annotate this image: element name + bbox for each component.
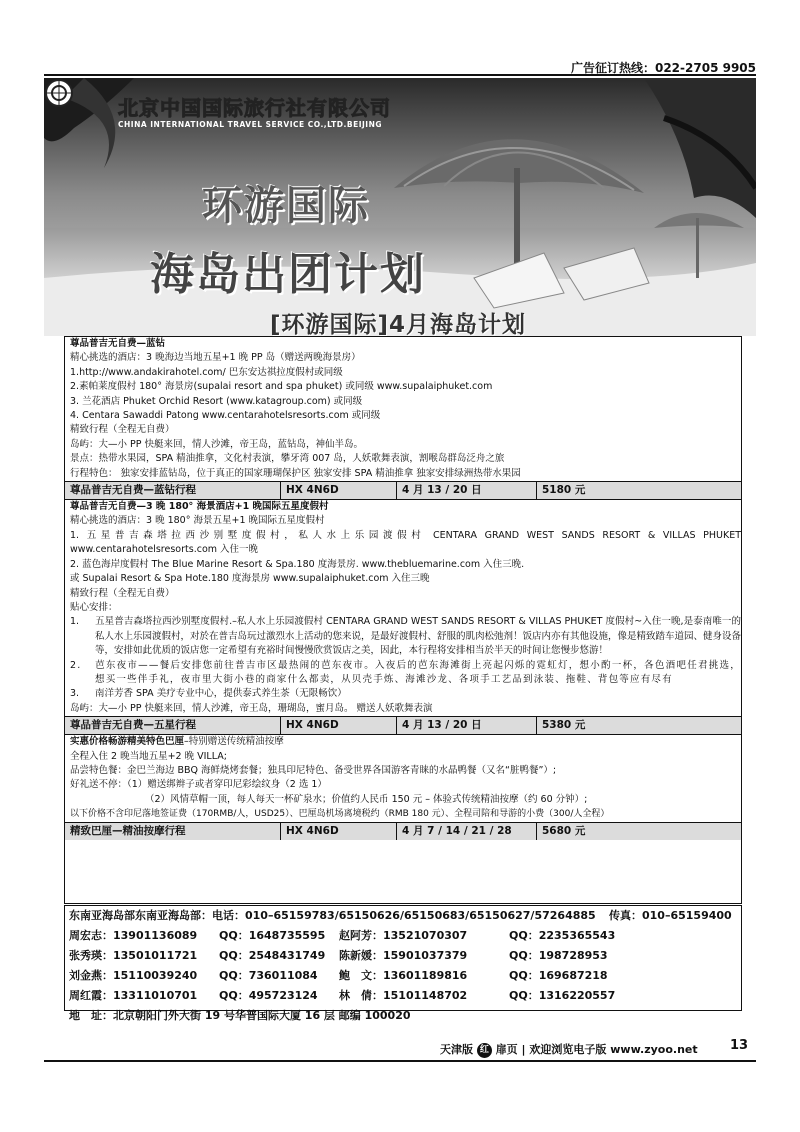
text-line: 精致行程（全程无自费）: [70, 587, 175, 599]
text-line: www.centarahotelsresorts.com 入住一晚: [70, 544, 259, 556]
contact-info: [64, 905, 742, 1022]
contact-row: [65, 966, 741, 986]
text-line: 1. 五星普吉森塔拉西沙别墅度假村，私人水上乐园渡假村 CENTARA GRAND WEST SANDS RESORT & VILLAS PHUKET: [70, 529, 741, 541]
list-number: 3.: [70, 688, 80, 700]
site-link[interactable]: www.zyoo.net: [610, 1043, 698, 1056]
address: 地 址：北京朝阳门外大街 19 号华普国际大厦 16 层 邮编 100020: [69, 1009, 411, 1022]
banner-title-2: 海岛出团计划: [150, 249, 426, 300]
section-title-suffix: –特别赠送传统精油按摩: [184, 736, 284, 748]
text-line: 品尝特色餐：金巴兰海边 BBQ 海鲜烧烤套餐；独具印尼特色、备受世界各国游客青睐的水晶鸭餐（又名“脏鸭餐”）;: [70, 764, 557, 776]
list-text: 芭东夜市——餐后安排您前往普吉市区最热闹的芭东夜市。入夜后的芭东海滩街上亮起闪烁的霓虹灯，想小酌一杯，各色酒吧任君挑选，想买一些伴手礼，夜市里大街小巷的商家什么都卖，从贝壳手炼、海滩沙龙、各项手工艺品到泳装、拖鞋、背包等应有尽有: [95, 659, 741, 685]
list-number: 2.: [70, 659, 82, 671]
text-line: 1.http://www.andakirahotel.com/ 巴东安达祺拉度假村或同级: [70, 366, 343, 378]
page-name: 扉页: [495, 1043, 518, 1056]
contact-qq: QQ：1316220557: [509, 989, 616, 1002]
text-line: 或 Supalai Resort & Spa Hote.180 度海景房 www.supalaiphuket.com 入住三晚: [70, 573, 430, 585]
contact-row: [65, 946, 741, 966]
contact-name: 赵阿芳：13521070307: [339, 929, 468, 942]
list-item: [65, 659, 741, 688]
section-bali: [65, 735, 741, 839]
text-line: 2. 蓝色海岸度假村 The Blue Marine Resort & Spa.180 度海景房. www.thebluemarine.com 入住三晚.: [70, 558, 525, 570]
price-dates: 4 月 7 / 14 / 21 / 28: [396, 823, 536, 840]
contact-name: 张秀瑛：13501011721: [69, 949, 198, 962]
text-line: （2）风情草帽一顶，每人每天一杯矿泉水；价值约人民币 150 元 – 体验式传统精油按摩（约 60 分钟）;: [145, 793, 588, 805]
cits-logo-icon: [44, 78, 74, 108]
text-line: 岛屿：大—小 PP 快艇来回，情人沙滩，帝王岛，蓝钻岛，神仙半岛。: [70, 438, 363, 450]
dept-fax: 传真：010–65159400: [609, 909, 732, 922]
text-line: 全程入住 2 晚当地五星+2 晚 VILLA;: [70, 750, 227, 762]
price-row: [65, 822, 741, 840]
section-title: 尊品普吉无自费—蓝钻: [70, 338, 166, 349]
contact-name: 林 倩：15101148702: [339, 989, 468, 1002]
price-dates: 4 月 13 / 20 日: [396, 717, 536, 734]
list-item: [65, 615, 741, 658]
contact-qq: QQ：198728953: [509, 949, 608, 962]
ad-hotline: 广告征订热线：022-2705 9905: [570, 61, 756, 75]
dept-phone: 东南亚海岛部东南亚海岛部：电话：010–65159783/65150626/65150683/65150627/57264885: [69, 909, 596, 922]
contact-qq: QQ：1648735595: [219, 929, 326, 942]
footer-separator: |: [521, 1043, 526, 1056]
price-tour-name: 精致巴厘—精油按摩行程: [70, 824, 186, 837]
text-line: 精心挑选的酒店：3 晚 180° 海景五星+1 晚国际五星度假村: [70, 515, 325, 527]
address-row: [65, 1006, 741, 1026]
welcome-text: 欢迎浏览电子版: [529, 1043, 607, 1056]
price-tour-name: 尊品普吉无自费—五星行程: [70, 719, 196, 732]
section-title-main: 实惠价格畅游精美特色巴厘: [70, 736, 185, 748]
text-line: 好礼送不停：（1）赠送绑辫子或者穿印尼彩绘纹身（2 选 1）: [70, 779, 327, 791]
price-tour-name: 尊品普吉无自费—蓝钻行程: [70, 484, 196, 497]
text-line: 行程特色： 独家安排蓝钻岛，位于真正的国家珊瑚保护区 独家安排 SPA 精油推拿 独家安排绿洲热带水果园: [70, 467, 521, 479]
text-line: 精致行程（全程无自费）: [70, 424, 175, 436]
price-amount: 5680 元: [536, 823, 612, 840]
text-line: 贴心安排：: [70, 601, 118, 613]
contact-qq: QQ：495723124: [219, 989, 318, 1002]
hong-badge-icon: 红: [477, 1043, 492, 1058]
contact-name: 周宏志：13901136089: [69, 929, 198, 942]
contact-name: 周红霞：13311010701: [69, 989, 198, 1002]
contact-qq: QQ：169687218: [509, 969, 608, 982]
section-title: 尊品普吉无自费—3 晚 180° 海景酒店+1 晚国际五星度假村: [70, 501, 329, 513]
text-line: 精心挑选的酒店：3 晚海边当地五星+1 晚 PP 岛（赠送两晚海景房）: [70, 352, 361, 364]
contact-qq: QQ：2235365543: [509, 929, 616, 942]
dept-row: [65, 906, 741, 926]
section-fivestar: [65, 500, 741, 735]
text-line: 岛屿：大—小 PP 快艇来回，情人沙滩，帝王岛，珊瑚岛，蜜月岛。 赠送人妖歌舞表演: [70, 702, 433, 714]
banner-title-1: 环游国际: [202, 183, 370, 229]
banner: [44, 78, 756, 336]
text-line: 3. 兰花酒店 Phuket Orchid Resort (www.katagroup.com) 或同级: [70, 395, 363, 407]
price-dates: 4 月 13 / 20 日: [396, 482, 536, 499]
contact-name: 陈新媛：15901037379: [339, 949, 468, 962]
price-code: HX 4N6D: [280, 482, 396, 499]
text-line: 4. Centara Sawaddi Patong www.centarahotelsresorts.com 或同级: [70, 410, 381, 422]
top-rule: [44, 74, 756, 76]
price-amount: 5180 元: [536, 482, 612, 499]
tour-plans: [64, 336, 742, 904]
text-line: 2.素帕莱度假村 180° 海景房(supalai resort and spa phuket) 或同级 www.supalaiphuket.com: [70, 381, 493, 393]
section-title: [65, 735, 741, 749]
text-line: 景点：热带水果园，SPA 精油推拿，文化村表演，攀牙湾 007 岛，人妖歌舞表演，割喉岛群岛泛舟之旅: [70, 453, 505, 465]
text-line: 以下价格不含印尼落地签证费（170RMB/人，USD25）、巴厘岛机场离境税约（RMB 180 元）、全程司陪和导游的小费（300/人全程）: [70, 809, 610, 820]
contact-qq: QQ：736011084: [219, 969, 318, 982]
price-code: HX 4N6D: [280, 717, 396, 734]
price-code: HX 4N6D: [280, 823, 396, 840]
list-item: [65, 687, 741, 701]
page-number: 13: [730, 1038, 749, 1053]
section-bluediamond: [65, 337, 741, 500]
price-amount: 5380 元: [536, 717, 612, 734]
contact-name: 鲍 文：13601189816: [339, 969, 468, 982]
list-text: 五星普吉森塔拉西沙别墅度假村.–私人水上乐园渡假村 CENTARA GRAND WEST SANDS RESORT & VILLAS PHUKET 度假村~入住一晚,是泰南唯一的私人水上乐园渡假村，对於在普吉岛玩过激烈水上活动的您来说，是最好渡假村、舒服的肌肉松弛剂！饭店内亦有其他设施，像是精致踏车道园、健身设备等，安排如此优质的饭店您一定希望有充裕时间慢慢欣赏饭店之美，因此，本行程将安排相当於半天的时间让您慢步悠游！: [95, 616, 741, 657]
company-name-cn: 北京中国国际旅行社有限公司: [118, 96, 391, 120]
page-footer: [440, 1041, 698, 1058]
banner-subtitle: [环游国际]4月海岛计划: [270, 312, 527, 336]
contact-row: [65, 926, 741, 946]
price-row: [65, 716, 741, 735]
contact-qq: QQ：2548431749: [219, 949, 326, 962]
contact-name: 刘金燕：15110039240: [69, 969, 198, 982]
bottom-rule: [44, 1060, 756, 1062]
edition-label: 天津版: [440, 1043, 473, 1056]
price-row: [65, 481, 741, 500]
list-number: 1.: [70, 616, 80, 628]
company-name-en: CHINA INTERNATIONAL TRAVEL SERVICE CO.,LTD.BEIJING: [118, 120, 383, 129]
list-text: 南洋芳香 SPA 美疗专业中心，提供泰式养生茶（无限畅饮）: [95, 688, 347, 700]
contact-row: [65, 986, 741, 1006]
